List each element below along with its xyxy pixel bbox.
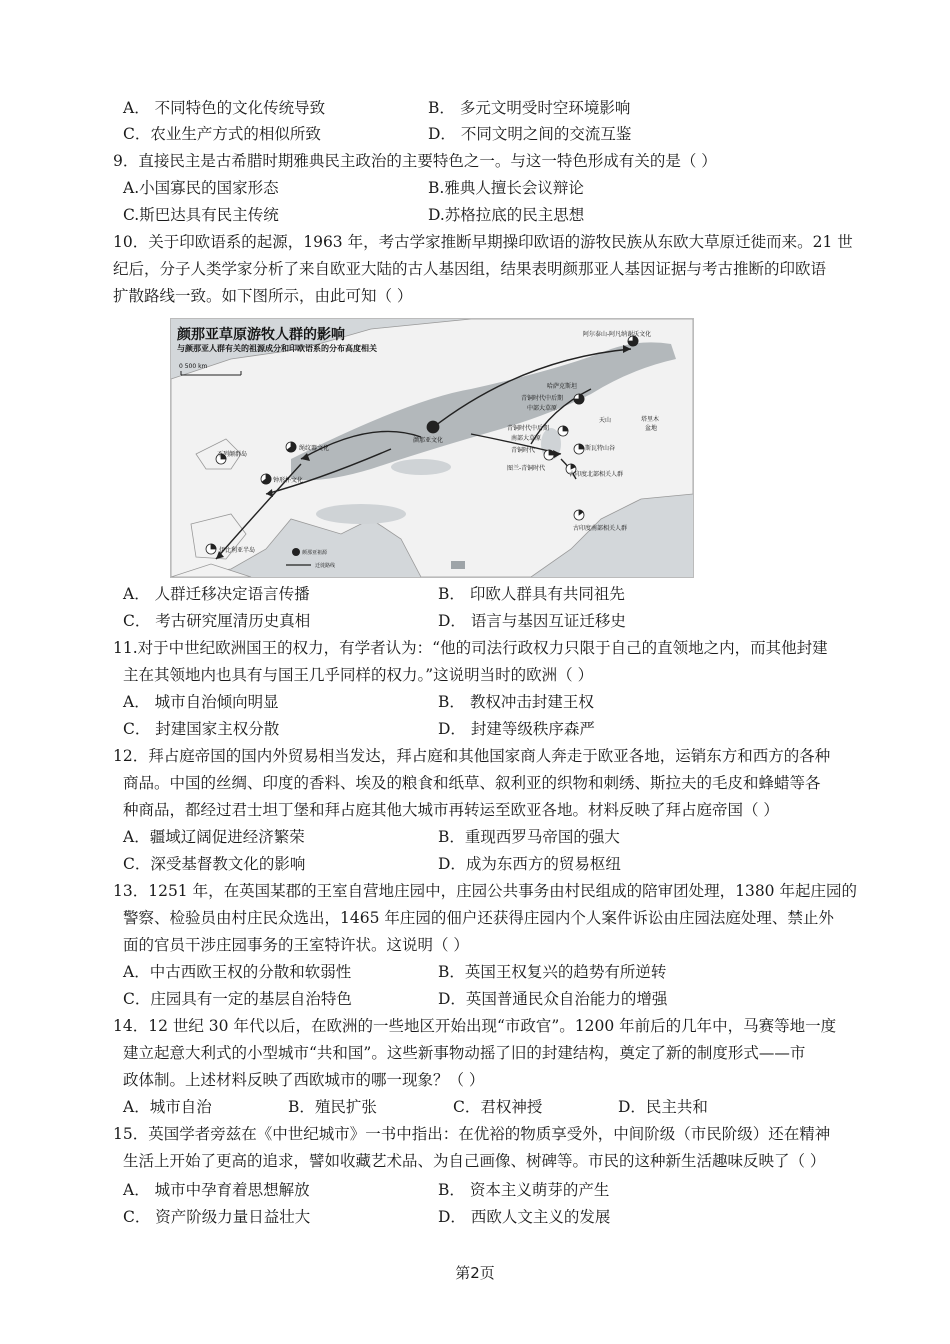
q10-option-a: A． 人群迁移决定语言传播 <box>123 585 310 603</box>
q11-stem-line-1: 11.对于中世纪欧洲国王的权力，有学者认为：“他的司法行政权力只限于自己的直领地之内，而其他封建 <box>113 639 828 657</box>
map-label-tianshan: 天山 <box>599 417 612 424</box>
map-label-bronze-middle: 青铜时代中后期 <box>521 395 564 402</box>
map-legend-ancestry: 颜那亚祖源 <box>302 550 328 556</box>
q11-option-b: B． 教权冲击封建王权 <box>438 693 594 711</box>
q8-option-c: C．农业生产方式的相似所致 <box>123 125 321 143</box>
q14-option-d: D．民主共和 <box>618 1098 708 1116</box>
q15-option-c: C． 资产阶级力量日益壮大 <box>123 1208 311 1226</box>
q8-option-d: D． 不同文明之间的交流互鉴 <box>428 125 632 143</box>
map-subtitle: 与颜那亚人群有关的祖源成分和印欧语系的分布高度相关 <box>177 344 377 353</box>
q12-stem-line-3: 种商品，都经过君士坦丁堡和拜占庭其他大城市再转运至欧亚各地。材料反映了拜占庭帝国（ ） <box>123 801 779 819</box>
map-label-altai: 阿尔泰山-阿凡纳谢沃文化 <box>583 331 652 338</box>
q13-stem-line-1: 13．1251 年，在英国某郡的王室自营地庄园中，庄园公共事务由村民组成的陪审团处理，1380 年起庄园的 <box>113 882 857 900</box>
map-label-iberia: 伊比利亚半岛 <box>219 547 256 554</box>
q8-option-b: B． 多元文明受时空环境影响 <box>428 99 631 117</box>
q13-option-b: B．英国王权复兴的趋势有所逆转 <box>438 963 667 981</box>
q13-option-d: D．英国普通民众自治能力的增强 <box>438 990 668 1008</box>
q12-stem-line-1: 12．拜占庭帝国的国内外贸易相当发达，拜占庭和其他国家商人奔走于欧亚各地，运销东方和西方的各种 <box>113 747 831 765</box>
q10-option-d: D． 语言与基因互证迁移史 <box>438 612 626 630</box>
q8-option-a: A． 不同特色的文化传统导致 <box>123 99 326 117</box>
q10-stem-line-1: 10．关于印欧语系的起源，1963 年，考古学家推断早期操印欧语的游牧民族从东欧大草原迁徙而来。21 世 <box>113 233 853 251</box>
q9-option-d: D.苏格拉底的民主思想 <box>428 206 585 224</box>
q14-option-c: C．君权神授 <box>453 1098 543 1116</box>
q15-option-d: D． 西欧人文主义的发展 <box>438 1208 611 1226</box>
q14-option-b: B．殖民扩张 <box>288 1098 377 1116</box>
map-label-bronze-south: 青铜时代中后期 <box>507 425 550 432</box>
q14-stem-line-1: 14．12 世纪 30 年代以后，在欧洲的一些地区开始出现“市政官”。1200 年前后的几年中，马赛等地一度 <box>113 1017 837 1035</box>
map-legend-route: 迁徙路线 <box>315 563 336 569</box>
page-number: 第2页 <box>455 1264 495 1282</box>
q15-option-b: B． 资本主义萌芽的产生 <box>438 1181 610 1199</box>
q9-option-b: B.雅典人擅长会议辩论 <box>428 179 584 197</box>
q13-stem-line-2: 警察、检验员由村庄民众选出，1465 年庄园的佃户还获得庄园内个人案件诉讼由庄园法庭处理、禁止外 <box>123 909 834 927</box>
q12-option-b: B．重现西罗马帝国的强大 <box>438 828 620 846</box>
map-label-yamnaya: 颜那亚文化 <box>413 437 444 444</box>
map-label-tarim: 塔里木 <box>641 416 660 423</box>
map-title: 颜那亚草原游牧人群的影响 <box>177 327 345 343</box>
map-label-basin: 盆地 <box>645 425 658 432</box>
map-label-central-steppe: 中部大草原 <box>527 405 558 412</box>
map-label-swat: 斯瓦特山谷 <box>585 445 616 452</box>
map-label-corded: 绳纹器文化 <box>299 445 330 452</box>
q15-option-a: A． 城市中孕育着思想解放 <box>123 1181 310 1199</box>
q13-option-a: A．中古西欧王权的分散和软弱性 <box>123 963 352 981</box>
q15-stem-line-1: 15．英国学者旁兹在《中世纪城市》一书中指出：在优裕的物质享受外，中间阶级（市民阶级）还在精神 <box>113 1125 831 1143</box>
yamnaya-migration-map <box>170 318 694 578</box>
q12-option-d: D．成为东西方的贸易枢纽 <box>438 855 621 873</box>
q12-stem-line-2: 商品。中国的丝绸、印度的香料、埃及的粮食和纸草、叙利亚的织物和刺绣、斯拉夫的毛皮和蜂蜡等各 <box>123 774 821 792</box>
q11-stem-line-2: 主在其领地内也具有与国王几乎同样的权力。”这说明当时的欧洲（ ） <box>123 666 594 684</box>
map-label-turan: 图兰-青铜时代 <box>507 465 546 472</box>
q14-stem-line-2: 建立起意大利式的小型城市“共和国”。这些新事物动摇了旧的封建结构，奠定了新的制度形式——市 <box>123 1044 806 1062</box>
q14-option-a: A．城市自治 <box>123 1098 212 1116</box>
q11-option-a: A． 城市自治倾向明显 <box>123 693 279 711</box>
q11-option-c: C． 封建国家主权分散 <box>123 720 280 738</box>
map-label-indus-south: 古印度南部相关人群 <box>573 525 628 532</box>
map-label-kazakhstan: 哈萨克斯坦 <box>547 383 578 390</box>
q12-option-a: A．疆域辽阔促进经济繁荣 <box>123 828 305 846</box>
q12-option-c: C．深受基督教文化的影响 <box>123 855 306 873</box>
q10-option-b: B． 印欧人群具有共同祖先 <box>438 585 625 603</box>
map-label-indus-north: 古印度北部相关人群 <box>569 471 624 478</box>
q14-stem-line-3: 政体制。上述材料反映了西欧城市的哪一现象？（ ） <box>123 1071 485 1089</box>
q9-option-c: C.斯巴达具有民主传统 <box>123 206 279 224</box>
q10-stem-line-3: 扩散路线一致。如下图所示，由此可知（ ） <box>113 287 413 305</box>
q9-stem: 9．直接民主是古希腊时期雅典民主政治的主要特色之一。与这一特色形成有关的是（ ） <box>113 152 717 170</box>
q10-option-c: C． 考古研究厘清历史真相 <box>123 612 311 630</box>
q13-stem-line-3: 面的官员干涉庄园事务的王室特许状。这说明（ ） <box>123 936 469 954</box>
q15-stem-line-2: 生活上开始了更高的追求，譬如收藏艺术品、为自己画像、树碑等。市民的这种新生活趣味反映了（ ） <box>123 1152 826 1170</box>
map-label-bronze-turan: 青铜时代 <box>511 447 536 454</box>
map-label-south-steppe: 南部大草原 <box>511 435 542 442</box>
map-label-britain: 不列颠群岛 <box>217 451 248 458</box>
q9-option-a: A.小国寡民的国家形态 <box>123 179 279 197</box>
q10-stem-line-2: 纪后，分子人类学家分析了来自欧亚大陆的古人基因组，结果表明颜那亚人基因证据与考古推断的印欧语 <box>113 260 827 278</box>
map-scale: 0 500 km <box>179 363 208 370</box>
q13-option-c: C．庄园具有一定的基层自治特色 <box>123 990 352 1008</box>
q11-option-d: D． 封建等级秩序森严 <box>438 720 595 738</box>
map-label-bell: 钟形杯文化 <box>273 477 304 484</box>
